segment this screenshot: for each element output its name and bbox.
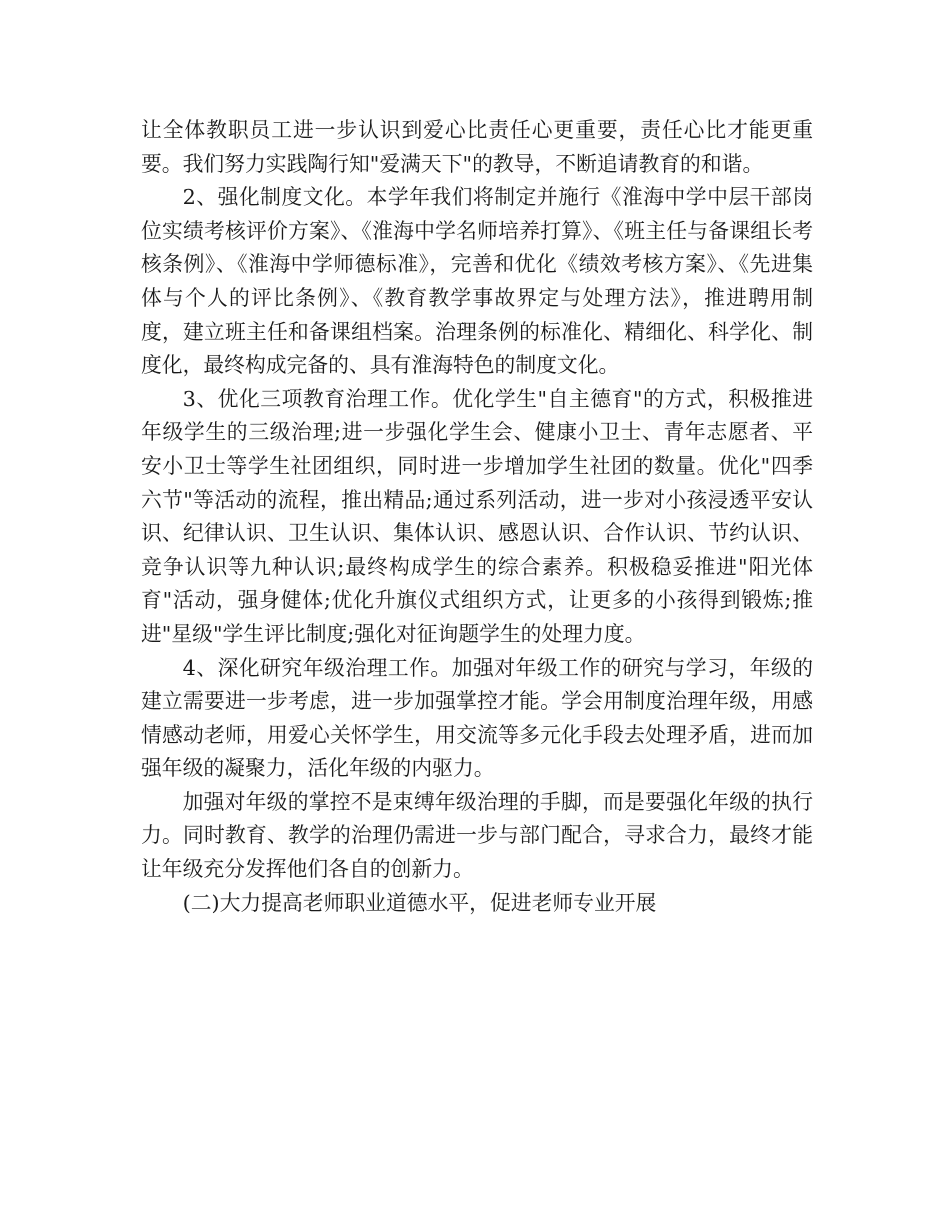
section-heading: (二)大力提高老师职业道德水平，促进老师专业开展 bbox=[182, 890, 657, 915]
paragraph-education-management: 3、优化三项教育治理工作。优化学生"自主德育"的方式，积极推进年级学生的三级治理;进一步强化学生会、健康小卫士、青年志愿者、平安小卫士等学生社团组织，同时进一步增加学生社团的数量。优化"四季六节"等活动的流程，推出精品;通过系列活动，进一步对小孩浸透平安认识、纪律认识、卫生认识、集体认识、感恩认识、合作认识、节约认识、竞争认识等九种认识;最终构成学生的综合素养。积极稳妥推进"阳光体育"活动，强身健体;优化升旗仪式组织方式，让更多的小孩得到锻炼;推进"星级"学生评比制度;强化对征询题学生的处理力度。 bbox=[141, 386, 813, 646]
paragraph-grade-management: 4、深化研究年级治理工作。加强对年级工作的研究与学习，年级的建立需要进一步考虑，进一步加强掌控才能。学会用制度治理年级，用感情感动老师，用爱心关怀学生，用交流等多元化手段去处理矛盾，进而加强年级的凝聚力，活化年级的内驱力。 bbox=[141, 655, 813, 781]
paragraph-grade-control: 加强对年级的掌控不是束缚年级治理的手脚，而是要强化年级的执行力。同时教育、教学的治理仍需进一步与部门配合，寻求合力，最终才能让年级充分发挥他们各自的创新力。 bbox=[141, 789, 813, 882]
paragraph-institutional-culture: 2、强化制度文化。本学年我们将制定并施行《淮海中学中层干部岗位实绩考核评价方案》、《淮海中学名师培养打算》、《班主任与备课组长考核条例》、《淮海中学师德标准》，完善和优化《绩效考核方案》、《先进集体与个人的评比条例》、《教育教学事故界定与处理方法》，推进聘用制度，建立班主任和备课组档案。治理条例的标准化、精细化、科学化、制度化，最终构成完备的、具有淮海特色的制度文化。 bbox=[141, 185, 813, 378]
document-page bbox=[141, 114, 813, 920]
paragraph-continuation: 让全体教职员工进一步认识到爱心比责任心更重要，责任心比才能更重要。我们努力实践陶行知"爱满天下"的教导，不断追请教育的和谐。 bbox=[141, 118, 813, 176]
